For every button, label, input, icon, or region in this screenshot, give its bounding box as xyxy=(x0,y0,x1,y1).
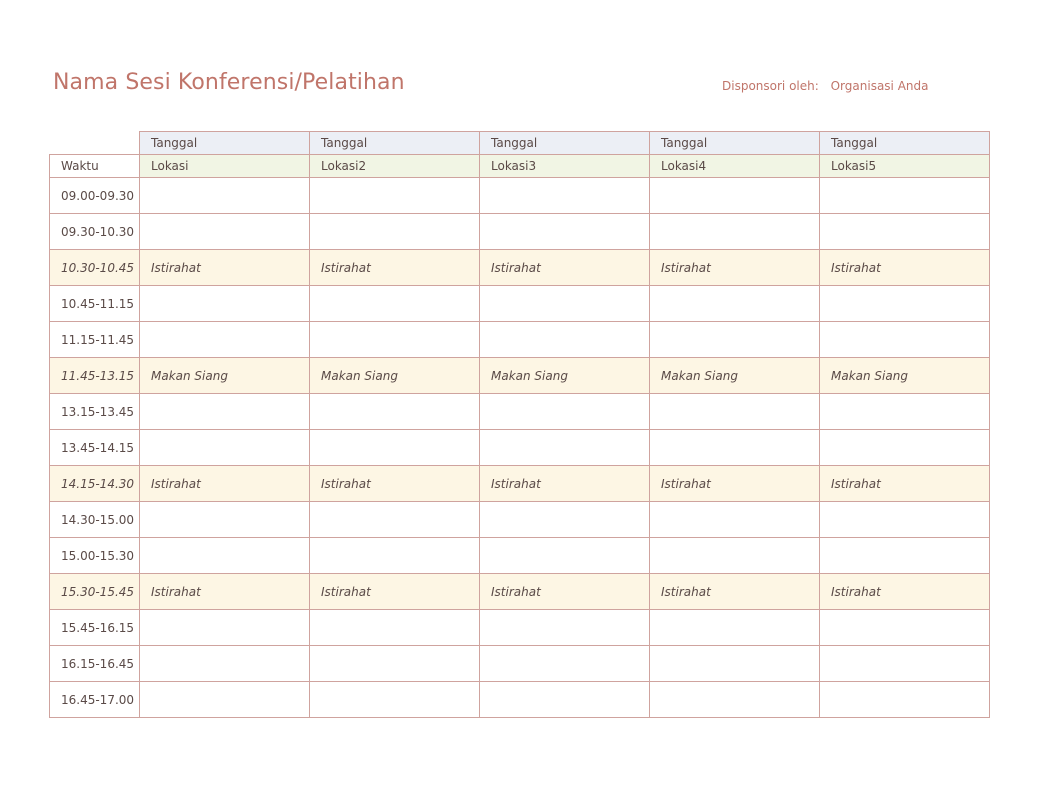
time-slot-cell: 10.45-11.15 xyxy=(50,286,140,322)
session-cell[interactable] xyxy=(820,178,990,214)
location-header-row xyxy=(50,155,990,178)
corner-cell xyxy=(50,132,140,155)
session-cell[interactable] xyxy=(310,286,480,322)
session-cell[interactable] xyxy=(820,646,990,682)
break-cell[interactable]: Istirahat xyxy=(820,250,990,286)
session-cell[interactable] xyxy=(480,178,650,214)
break-cell[interactable]: Istirahat xyxy=(310,574,480,610)
session-cell[interactable] xyxy=(480,322,650,358)
sponsor-name: Organisasi Anda xyxy=(830,79,929,93)
session-cell[interactable] xyxy=(310,646,480,682)
break-row xyxy=(50,466,990,502)
session-cell[interactable] xyxy=(820,214,990,250)
session-row xyxy=(50,610,990,646)
time-slot-cell: 14.15-14.30 xyxy=(50,466,140,502)
break-cell[interactable]: Istirahat xyxy=(820,466,990,502)
date-cell[interactable]: Tanggal xyxy=(480,132,650,155)
session-cell[interactable] xyxy=(650,610,820,646)
session-cell[interactable] xyxy=(310,214,480,250)
break-cell[interactable]: Istirahat xyxy=(140,250,310,286)
time-column-header: Waktu xyxy=(50,155,140,178)
session-cell[interactable] xyxy=(820,682,990,718)
break-cell[interactable]: Makan Siang xyxy=(820,358,990,394)
session-cell[interactable] xyxy=(480,394,650,430)
break-cell[interactable]: Makan Siang xyxy=(480,358,650,394)
session-cell[interactable] xyxy=(820,430,990,466)
time-slot-cell: 11.15-11.45 xyxy=(50,322,140,358)
session-cell[interactable] xyxy=(140,394,310,430)
session-cell[interactable] xyxy=(140,646,310,682)
session-row xyxy=(50,538,990,574)
location-cell[interactable]: Lokasi5 xyxy=(820,155,990,178)
session-cell[interactable] xyxy=(140,502,310,538)
session-cell[interactable] xyxy=(310,610,480,646)
session-cell[interactable] xyxy=(140,682,310,718)
page-title: Nama Sesi Konferensi/Pelatihan xyxy=(53,70,405,95)
break-cell[interactable]: Makan Siang xyxy=(310,358,480,394)
break-cell[interactable]: Istirahat xyxy=(480,250,650,286)
session-row xyxy=(50,178,990,214)
session-cell[interactable] xyxy=(310,538,480,574)
session-cell[interactable] xyxy=(140,178,310,214)
session-row xyxy=(50,286,990,322)
session-cell[interactable] xyxy=(650,394,820,430)
session-cell[interactable] xyxy=(480,502,650,538)
time-slot-cell: 14.30-15.00 xyxy=(50,502,140,538)
session-cell[interactable] xyxy=(820,322,990,358)
session-cell[interactable] xyxy=(650,502,820,538)
break-row xyxy=(50,574,990,610)
break-cell[interactable]: Istirahat xyxy=(310,466,480,502)
time-slot-cell: 15.45-16.15 xyxy=(50,610,140,646)
session-row xyxy=(50,430,990,466)
break-cell[interactable]: Istirahat xyxy=(480,574,650,610)
time-slot-cell: 15.00-15.30 xyxy=(50,538,140,574)
session-cell[interactable] xyxy=(310,178,480,214)
time-slot-cell: 15.30-15.45 xyxy=(50,574,140,610)
session-cell[interactable] xyxy=(820,538,990,574)
time-slot-cell: 11.45-13.15 xyxy=(50,358,140,394)
schedule-table xyxy=(49,131,990,718)
session-cell[interactable] xyxy=(480,646,650,682)
break-cell[interactable]: Istirahat xyxy=(820,574,990,610)
session-cell[interactable] xyxy=(820,610,990,646)
session-row xyxy=(50,214,990,250)
session-cell[interactable] xyxy=(650,322,820,358)
break-cell[interactable]: Istirahat xyxy=(140,574,310,610)
session-cell[interactable] xyxy=(480,214,650,250)
session-row xyxy=(50,394,990,430)
session-cell[interactable] xyxy=(820,502,990,538)
break-cell[interactable]: Istirahat xyxy=(650,466,820,502)
session-cell[interactable] xyxy=(480,286,650,322)
session-cell[interactable] xyxy=(310,430,480,466)
time-slot-cell: 16.15-16.45 xyxy=(50,646,140,682)
location-cell[interactable]: Lokasi3 xyxy=(480,155,650,178)
session-row xyxy=(50,646,990,682)
session-cell[interactable] xyxy=(140,286,310,322)
session-cell[interactable] xyxy=(820,286,990,322)
session-cell[interactable] xyxy=(650,538,820,574)
session-row xyxy=(50,682,990,718)
session-cell[interactable] xyxy=(140,610,310,646)
session-cell[interactable] xyxy=(650,682,820,718)
session-cell[interactable] xyxy=(310,502,480,538)
session-cell[interactable] xyxy=(310,394,480,430)
session-cell[interactable] xyxy=(650,646,820,682)
break-cell[interactable]: Makan Siang xyxy=(650,358,820,394)
session-cell[interactable] xyxy=(650,286,820,322)
session-cell[interactable] xyxy=(310,682,480,718)
session-cell[interactable] xyxy=(140,214,310,250)
break-cell[interactable]: Istirahat xyxy=(310,250,480,286)
break-cell[interactable]: Istirahat xyxy=(650,574,820,610)
session-cell[interactable] xyxy=(480,430,650,466)
time-slot-cell: 09.00-09.30 xyxy=(50,178,140,214)
break-row xyxy=(50,250,990,286)
session-cell[interactable] xyxy=(480,682,650,718)
session-cell[interactable] xyxy=(140,322,310,358)
date-cell[interactable]: Tanggal xyxy=(310,132,480,155)
location-cell[interactable]: Lokasi2 xyxy=(310,155,480,178)
break-cell[interactable]: Istirahat xyxy=(140,466,310,502)
location-cell[interactable]: Lokasi xyxy=(140,155,310,178)
break-cell[interactable]: Makan Siang xyxy=(140,358,310,394)
date-cell[interactable]: Tanggal xyxy=(820,132,990,155)
session-cell[interactable] xyxy=(480,610,650,646)
session-cell[interactable] xyxy=(650,430,820,466)
time-slot-cell: 16.45-17.00 xyxy=(50,682,140,718)
time-slot-cell: 09.30-10.30 xyxy=(50,214,140,250)
session-cell[interactable] xyxy=(650,214,820,250)
session-cell[interactable] xyxy=(140,538,310,574)
session-cell[interactable] xyxy=(480,538,650,574)
location-cell[interactable]: Lokasi4 xyxy=(650,155,820,178)
date-cell[interactable]: Tanggal xyxy=(650,132,820,155)
date-cell[interactable]: Tanggal xyxy=(140,132,310,155)
session-cell[interactable] xyxy=(650,178,820,214)
break-cell[interactable]: Istirahat xyxy=(480,466,650,502)
sponsor-label: Disponsori oleh: xyxy=(722,79,819,93)
break-cell[interactable]: Istirahat xyxy=(650,250,820,286)
sponsor-line xyxy=(722,79,928,93)
time-slot-cell: 13.45-14.15 xyxy=(50,430,140,466)
session-row xyxy=(50,322,990,358)
time-slot-cell: 13.15-13.45 xyxy=(50,394,140,430)
date-header-row xyxy=(50,132,990,155)
break-row xyxy=(50,358,990,394)
session-cell[interactable] xyxy=(310,322,480,358)
session-cell[interactable] xyxy=(820,394,990,430)
session-cell[interactable] xyxy=(140,430,310,466)
time-slot-cell: 10.30-10.45 xyxy=(50,250,140,286)
session-row xyxy=(50,502,990,538)
